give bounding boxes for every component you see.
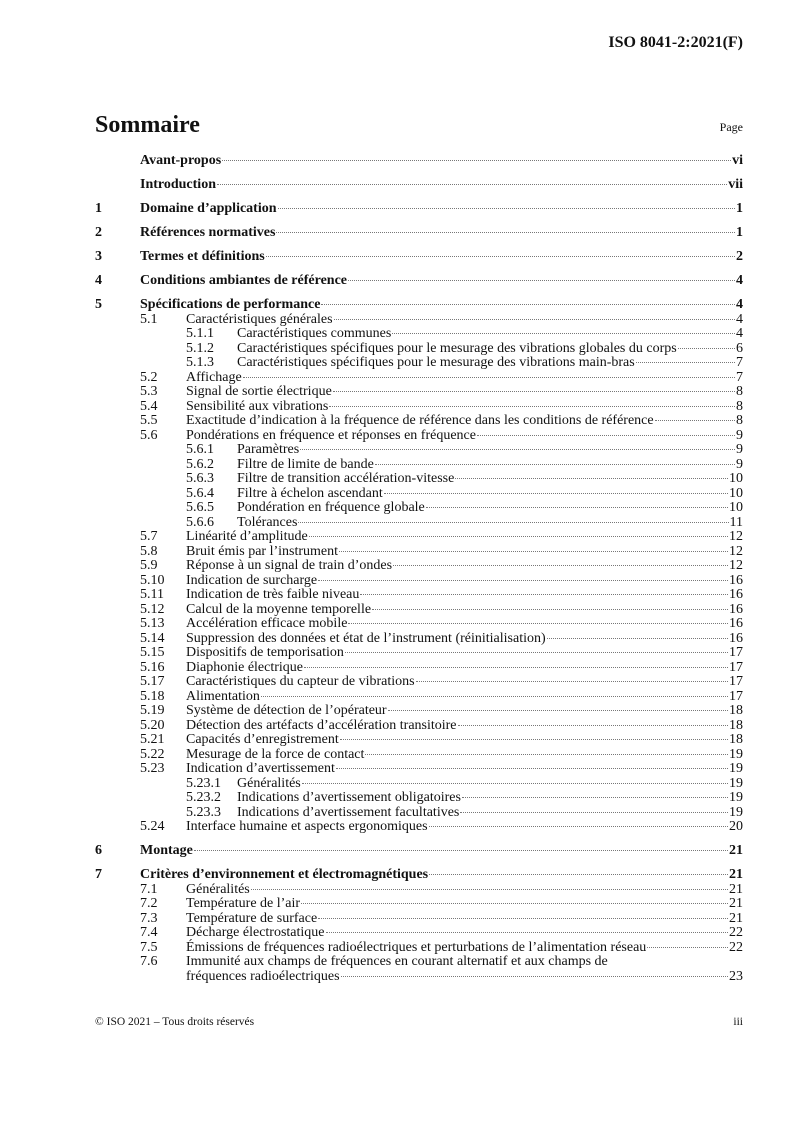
section-number: 3 (95, 249, 102, 264)
section-title: Caractéristiques du capteur de vibrations (186, 674, 415, 689)
section-number: 5.6.2 (186, 456, 214, 472)
dot-leader (392, 333, 735, 334)
section-number: 7.4 (140, 925, 158, 940)
section-title: Indications d’avertissement obligatoires (237, 790, 461, 805)
page-ref[interactable]: 16 (729, 630, 743, 646)
section-title: Capacités d’enregistrement (186, 732, 339, 747)
dot-leader (348, 623, 728, 624)
dot-leader (416, 681, 728, 682)
dot-leader (318, 580, 728, 581)
toc-entry[interactable] (95, 955, 743, 970)
page-ref[interactable]: vi (732, 153, 743, 168)
toc-entry[interactable] (95, 733, 743, 748)
dot-leader (336, 768, 728, 769)
toc-entry[interactable] (95, 574, 743, 589)
page-ref[interactable]: 12 (729, 543, 743, 559)
section-number: 5.6.1 (186, 442, 214, 457)
toc-entry[interactable] (95, 897, 743, 912)
section-number: 5.23.3 (186, 804, 221, 820)
section-number: 5.19 (140, 703, 165, 718)
section-number: 5.1.2 (186, 340, 214, 356)
section-number: 7 (95, 867, 102, 882)
toc-entry[interactable] (95, 400, 743, 415)
dot-leader (393, 565, 728, 566)
page-ref[interactable]: 16 (729, 572, 743, 588)
page-ref[interactable]: 12 (729, 529, 743, 544)
section-number: 5.23 (140, 761, 165, 776)
section-title: Bruit émis par l’instrument (186, 543, 339, 559)
dot-leader (278, 208, 735, 209)
page-ref[interactable]: 21 (729, 843, 743, 858)
section-number: 5.8 (140, 543, 158, 559)
dot-leader (333, 391, 735, 392)
section-number: 5.1.1 (186, 326, 214, 341)
section-number: 5.21 (140, 732, 165, 747)
section-number: 5.1.3 (186, 355, 214, 370)
dot-leader (318, 918, 728, 919)
section-title: Spécifications de performance (140, 297, 321, 312)
dot-leader (460, 812, 728, 813)
section-number: 5.6 (140, 427, 158, 443)
section-title: Généralités (186, 881, 250, 897)
section-title: Sensibilité aux vibrations (186, 398, 329, 414)
section-title: Indications d’avertissement facultatives (237, 804, 460, 820)
dot-leader (372, 609, 728, 610)
section-title: Domaine d’application (140, 201, 277, 216)
page-ref[interactable]: 7 (736, 355, 743, 370)
section-title: Diaphonie électrique (186, 659, 304, 675)
toc-entry-continuation[interactable] (95, 970, 743, 985)
toc-entry[interactable] (95, 588, 743, 603)
section-number: 7.6 (140, 954, 158, 969)
section-title: Introduction (140, 177, 216, 192)
section-title: Montage (140, 843, 193, 858)
dot-leader (388, 710, 728, 711)
page-ref[interactable]: 4 (736, 273, 743, 288)
page-ref[interactable]: 21 (729, 881, 743, 897)
toc-entry[interactable] (95, 617, 743, 632)
section-title: Émissions de fréquences radioélectriques et perturbations de l’alimentation réseau (186, 939, 647, 955)
section-number: 5.7 (140, 529, 158, 544)
page-ref[interactable]: 10 (729, 500, 743, 515)
page-ref[interactable]: 10 (729, 471, 743, 486)
section-number: 5 (95, 297, 102, 312)
toc-entry[interactable] (95, 806, 743, 821)
toc-entry[interactable] (95, 516, 743, 531)
dot-leader (636, 362, 735, 363)
section-title: Exactitude d’indication à la fréquence de référence dans les conditions de référence (186, 413, 654, 428)
dot-leader (477, 435, 735, 436)
section-number: 5.13 (140, 616, 165, 631)
dot-leader (647, 947, 728, 948)
section-title: Pondération en fréquence globale (237, 500, 425, 515)
section-number: 7.3 (140, 910, 158, 926)
footer (95, 1016, 743, 1028)
document-id: ISO 8041-2:2021(F) (608, 34, 743, 51)
page-ref[interactable]: 19 (729, 775, 743, 791)
section-title: Filtre de limite de bande (237, 456, 374, 472)
page-ref[interactable]: 16 (729, 601, 743, 617)
toc-entry[interactable] (95, 371, 743, 386)
section-number: 5.11 (140, 587, 164, 602)
toc-entry[interactable] (95, 646, 743, 661)
toc-entry[interactable] (95, 912, 743, 927)
page-ref[interactable]: 12 (729, 558, 743, 573)
dot-leader (217, 184, 727, 185)
section-title: Conditions ambiantes de référence (140, 273, 347, 288)
section-title: Pondérations en fréquence et réponses en fréquence (186, 427, 476, 443)
dot-leader (222, 160, 731, 161)
section-title: Température de surface (186, 910, 318, 926)
toc-entry[interactable] (95, 926, 743, 941)
section-title: Système de détection de l’opérateur (186, 703, 387, 718)
section-title: Indication de surcharge (186, 572, 318, 588)
dot-leader (194, 850, 728, 851)
page-ref[interactable]: 17 (729, 674, 743, 689)
toc-entry[interactable] (95, 883, 743, 898)
dot-leader (309, 536, 728, 537)
table-of-contents (95, 154, 743, 984)
section-number: 5.3 (140, 384, 158, 399)
toc-entry[interactable] (95, 820, 743, 835)
section-title: Indication d’avertissement (186, 761, 335, 776)
section-number: 5.23.1 (186, 775, 221, 791)
section-number: 5.20 (140, 717, 165, 733)
toc-entry[interactable] (95, 154, 743, 169)
page-ref[interactable]: 2 (736, 249, 743, 264)
section-number: 5.6.6 (186, 514, 214, 530)
page-ref[interactable]: 4 (736, 297, 743, 312)
toc-entry[interactable] (95, 414, 743, 429)
page-ref[interactable]: 17 (729, 688, 743, 704)
toc-entry[interactable] (95, 762, 743, 777)
section-number: 2 (95, 225, 102, 240)
section-title: Références normatives (140, 225, 276, 240)
toc-entry[interactable] (95, 545, 743, 560)
page-ref[interactable]: 9 (736, 427, 743, 443)
page-number: iii (733, 1016, 743, 1028)
section-title: Caractéristiques spécifiques pour le mesurage des vibrations globales du corps (237, 340, 677, 356)
dot-leader (339, 551, 728, 552)
toc-entry[interactable] (95, 868, 743, 883)
section-title: Généralités (237, 775, 301, 791)
page-ref[interactable]: 21 (729, 896, 743, 911)
section-number: 5.14 (140, 630, 165, 646)
toc-entry[interactable] (95, 429, 743, 444)
page-ref[interactable]: 18 (729, 732, 743, 747)
page-ref[interactable]: 7 (736, 369, 743, 385)
section-title: Caractéristiques communes (237, 326, 392, 341)
toc-entry[interactable] (95, 226, 743, 241)
section-title: Dispositifs de temporisation (186, 645, 344, 660)
section-title: Avant-propos (140, 153, 222, 168)
page-ref[interactable]: 20 (729, 819, 743, 834)
section-title: Caractéristiques spécifiques pour le mesurage des vibrations main-bras (237, 355, 635, 370)
dot-leader (426, 507, 728, 508)
section-number: 5.24 (140, 819, 165, 834)
section-title: Termes et définitions (140, 249, 265, 264)
toc-entry[interactable] (95, 559, 743, 574)
page-ref[interactable]: 19 (729, 804, 743, 820)
dot-leader (547, 638, 728, 639)
toc-entry[interactable] (95, 250, 743, 265)
dot-leader (251, 889, 728, 890)
page-ref[interactable]: 8 (736, 384, 743, 399)
page-ref[interactable]: 4 (736, 326, 743, 341)
page-ref[interactable]: 6 (736, 340, 743, 356)
dot-leader (345, 652, 728, 653)
section-number: 5.23.2 (186, 790, 221, 805)
section-number: 5.18 (140, 688, 165, 704)
page-ref[interactable]: 4 (736, 311, 743, 327)
section-number: 5.4 (140, 398, 158, 414)
toc-entry[interactable] (95, 501, 743, 516)
section-title: Filtre à échelon ascendant (237, 485, 383, 501)
dot-leader (375, 464, 735, 465)
toc-entry[interactable] (95, 941, 743, 956)
toc-entry[interactable] (95, 298, 743, 313)
dot-leader (334, 319, 735, 320)
page-ref[interactable]: 22 (729, 939, 743, 955)
page-ref[interactable]: 21 (729, 867, 743, 882)
section-number: 7.2 (140, 896, 158, 911)
section-title: Accélération efficace mobile (186, 616, 348, 631)
section-number: 7.5 (140, 939, 158, 955)
section-number: 5.1 (140, 311, 158, 327)
toc-entry[interactable] (95, 178, 743, 193)
toc-entry[interactable] (95, 327, 743, 342)
section-title: Alimentation (186, 688, 260, 704)
page-ref[interactable]: 9 (736, 456, 743, 472)
page-ref[interactable]: 8 (736, 413, 743, 428)
page-ref[interactable]: 9 (736, 442, 743, 457)
section-number: 5.17 (140, 674, 165, 689)
page-ref[interactable]: 16 (729, 616, 743, 631)
section-title: Indication de très faible niveau (186, 587, 360, 602)
dot-leader (458, 725, 728, 726)
dot-leader (429, 874, 728, 875)
section-number: 5.9 (140, 558, 158, 573)
page-ref[interactable]: 1 (736, 201, 743, 216)
toc-entry[interactable] (95, 704, 743, 719)
dot-leader (678, 348, 735, 349)
section-title: Mesurage de la force de contact (186, 746, 365, 762)
dot-leader (321, 304, 735, 305)
section-title: Détection des artéfacts d’accélération transitoire (186, 717, 457, 733)
section-title: Température de l’air (186, 896, 301, 911)
section-title: Décharge électrostatique (186, 925, 325, 940)
toc-entry[interactable] (95, 603, 743, 618)
section-title: Réponse à un signal de train d’ondes (186, 558, 393, 573)
section-title: Affichage (186, 369, 242, 385)
dot-leader (243, 377, 735, 378)
section-number: 5.10 (140, 572, 165, 588)
page-ref[interactable]: vii (728, 177, 743, 192)
page-ref[interactable]: 19 (729, 746, 743, 762)
dot-leader (326, 932, 728, 933)
dot-leader (360, 594, 728, 595)
page-ref[interactable]: 11 (729, 514, 743, 530)
dot-leader (348, 280, 735, 281)
page-column-label: Page (719, 120, 743, 134)
toc-entry[interactable] (95, 274, 743, 289)
section-title: Suppression des données et état de l’instrument (réinitialisation) (186, 630, 546, 646)
toc-entry[interactable] (95, 690, 743, 705)
toc-entry[interactable] (95, 342, 743, 357)
section-number: 7.1 (140, 881, 158, 897)
toc-entry[interactable] (95, 313, 743, 328)
page-ref[interactable]: 18 (729, 717, 743, 733)
section-number: 5.22 (140, 746, 165, 762)
dot-leader (304, 667, 728, 668)
section-title: Immunité aux champs de fréquences en courant alternatif et aux champs de (186, 954, 608, 969)
toc-entry[interactable] (95, 443, 743, 458)
dot-leader (266, 256, 735, 257)
dot-leader (302, 783, 728, 784)
page-ref[interactable]: 17 (729, 645, 743, 660)
dot-leader (276, 232, 735, 233)
dot-leader (462, 797, 728, 798)
section-number: 5.6.4 (186, 485, 214, 501)
section-title: Paramètres (237, 442, 300, 457)
page-ref[interactable]: 17 (729, 659, 743, 675)
toc-entry[interactable] (95, 632, 743, 647)
dot-leader (300, 449, 735, 450)
page-ref[interactable]: 16 (729, 587, 743, 602)
page-ref[interactable]: 19 (729, 761, 743, 776)
toc-entry[interactable] (95, 385, 743, 400)
toc-entry[interactable] (95, 719, 743, 734)
dot-leader (655, 420, 735, 421)
toc-entry[interactable] (95, 530, 743, 545)
section-number: 5.16 (140, 659, 165, 675)
section-title: Filtre de transition accélération-vitesse (237, 471, 455, 486)
section-number: 6 (95, 843, 102, 858)
toc-entry[interactable] (95, 777, 743, 792)
section-title-continuation: fréquences radioélectriques (186, 968, 340, 984)
toc-entry[interactable] (95, 675, 743, 690)
page-ref[interactable]: 19 (729, 790, 743, 805)
section-title: Tolérances (237, 514, 298, 530)
page-ref[interactable]: 23 (729, 968, 743, 984)
page-ref[interactable]: 22 (729, 925, 743, 940)
section-title: Calcul de la moyenne temporelle (186, 601, 372, 617)
section-number: 1 (95, 201, 102, 216)
toc-entry[interactable] (95, 844, 743, 859)
toc-entry[interactable] (95, 487, 743, 502)
dot-leader (429, 826, 728, 827)
section-number: 5.12 (140, 601, 165, 617)
section-number: 5.15 (140, 645, 165, 660)
section-number: 5.6.5 (186, 500, 214, 515)
section-number: 5.2 (140, 369, 158, 385)
section-title: Linéarité d’amplitude (186, 529, 308, 544)
page-title: Sommaire (95, 112, 200, 138)
section-number: 4 (95, 273, 102, 288)
dot-leader (298, 522, 728, 523)
page-ref[interactable]: 21 (729, 910, 743, 926)
dot-leader (261, 696, 728, 697)
section-title: Signal de sortie électrique (186, 384, 332, 399)
copyright: © ISO 2021 – Tous droits réservés (95, 1016, 255, 1028)
toc-entry[interactable] (95, 748, 743, 763)
dot-leader (340, 739, 728, 740)
section-number: 5.6.3 (186, 471, 214, 486)
page-ref[interactable]: 8 (736, 398, 743, 414)
page-ref[interactable]: 10 (729, 485, 743, 501)
toc-entry[interactable] (95, 202, 743, 217)
section-number: 5.5 (140, 413, 158, 428)
toc-entry[interactable] (95, 356, 743, 371)
toc-entry[interactable] (95, 791, 743, 806)
page-ref[interactable]: 18 (729, 703, 743, 718)
dot-leader (384, 493, 728, 494)
dot-leader (341, 976, 728, 977)
toc-entry[interactable] (95, 661, 743, 676)
section-title: Critères d’environnement et électromagnétiques (140, 867, 429, 882)
toc-entry[interactable] (95, 458, 743, 473)
toc-entry[interactable] (95, 472, 743, 487)
page-ref[interactable]: 1 (736, 225, 743, 240)
dot-leader (365, 754, 728, 755)
dot-leader (301, 903, 728, 904)
section-title: Interface humaine et aspects ergonomiques (186, 819, 428, 834)
dot-leader (455, 478, 728, 479)
dot-leader (329, 406, 735, 407)
section-title: Caractéristiques générales (186, 311, 333, 327)
